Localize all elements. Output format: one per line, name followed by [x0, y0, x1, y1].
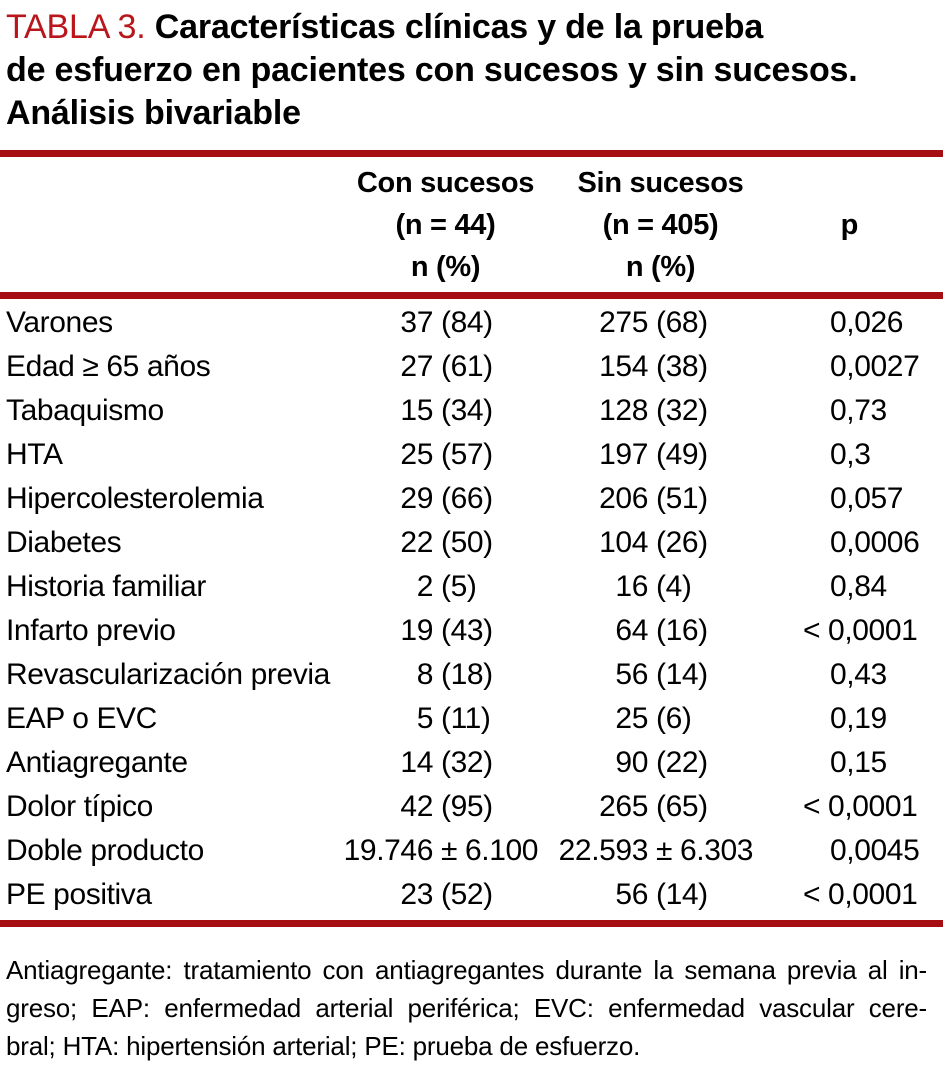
row-label: Varones — [6, 306, 113, 339]
row-label: Doble producto — [6, 834, 204, 867]
sin-sucesos-percent: (65) — [656, 790, 708, 823]
sin-sucesos-value — [553, 389, 768, 433]
p-value: < 0,0001 — [803, 790, 918, 823]
row-label: Revascularización previa — [6, 658, 330, 691]
table-row — [0, 785, 943, 829]
row-label: Diabetes — [6, 526, 122, 559]
con-sucesos-percent: (43) — [441, 614, 493, 647]
header-sin-line-1: Sin sucesos — [577, 167, 744, 199]
row-label: Edad ≥ 65 años — [6, 350, 211, 383]
table-row — [0, 609, 943, 653]
sin-sucesos-percent: (16) — [656, 614, 708, 647]
table-row — [0, 697, 943, 741]
p-value: 0,43 — [830, 658, 887, 691]
sin-sucesos-percent: ± 6.303 — [656, 834, 754, 867]
sin-sucesos-percent: (26) — [656, 526, 708, 559]
row-label: EAP o EVC — [6, 702, 157, 735]
con-sucesos-count: 37 — [400, 306, 433, 339]
sin-sucesos-count: 128 — [599, 394, 648, 427]
con-sucesos-value — [338, 565, 553, 609]
table-row — [0, 873, 943, 917]
sin-sucesos-percent: (51) — [656, 482, 708, 515]
con-sucesos-value — [338, 345, 553, 389]
con-sucesos-percent: (18) — [441, 658, 493, 691]
footnote-line-1: Antiagregante: tratamiento con antiagregantes durante la semana previa al in- — [6, 955, 927, 985]
sin-sucesos-value — [553, 785, 768, 829]
sin-sucesos-count: 56 — [615, 878, 648, 911]
header-sin-sucesos — [553, 162, 768, 288]
con-sucesos-count: 19.746 — [343, 834, 433, 867]
con-sucesos-value — [338, 389, 553, 433]
con-sucesos-percent: (84) — [441, 306, 493, 339]
con-sucesos-value — [338, 741, 553, 785]
table-row — [0, 433, 943, 477]
row-label: HTA — [6, 438, 63, 471]
p-value: 0,84 — [830, 570, 887, 603]
p-value: 0,0027 — [830, 350, 920, 383]
table-footnote — [0, 951, 943, 1065]
con-sucesos-percent: (11) — [441, 702, 491, 735]
p-value: 0,0006 — [830, 526, 920, 559]
sin-sucesos-value — [553, 433, 768, 477]
con-sucesos-value — [338, 829, 553, 873]
header-con-line-2: (n = 44) — [395, 209, 496, 241]
sin-sucesos-count: 90 — [615, 746, 648, 779]
con-sucesos-count: 23 — [400, 878, 433, 911]
table-body — [0, 299, 943, 920]
row-label: Tabaquismo — [6, 394, 164, 427]
con-sucesos-count: 8 — [416, 658, 433, 691]
table-row — [0, 829, 943, 873]
header-con-line-1: Con sucesos — [356, 167, 535, 199]
con-sucesos-count: 27 — [400, 350, 433, 383]
con-sucesos-percent: (95) — [441, 790, 493, 823]
p-value: 0,026 — [830, 306, 904, 339]
con-sucesos-percent: (5) — [441, 570, 477, 603]
row-label: Dolor típico — [6, 790, 153, 823]
sin-sucesos-count: 16 — [615, 570, 648, 603]
sin-sucesos-count: 22.593 — [558, 834, 648, 867]
sin-sucesos-count: 154 — [599, 350, 648, 383]
title-line-1: Características clínicas y de la prueba — [154, 8, 764, 46]
con-sucesos-value — [338, 477, 553, 521]
header-sin-line-2: (n = 405) — [602, 209, 719, 241]
sin-sucesos-value — [553, 829, 768, 873]
table-number-tag: TABLA 3. — [6, 8, 146, 46]
table-row — [0, 301, 943, 345]
sin-sucesos-value — [553, 697, 768, 741]
con-sucesos-count: 19 — [400, 614, 433, 647]
sin-sucesos-count: 275 — [599, 306, 648, 339]
header-con-sucesos — [338, 162, 553, 288]
top-rule — [0, 150, 943, 157]
sin-sucesos-value — [553, 741, 768, 785]
footnote-line-3: bral; HTA: hipertensión arterial; PE: prueba de esfuerzo. — [6, 1031, 641, 1061]
con-sucesos-percent: (57) — [441, 438, 493, 471]
con-sucesos-count: 2 — [416, 570, 433, 603]
con-sucesos-count: 15 — [400, 394, 433, 427]
sin-sucesos-percent: (49) — [656, 438, 708, 471]
con-sucesos-percent: ± 6.100 — [441, 834, 539, 867]
bottom-rule — [0, 920, 943, 927]
sin-sucesos-percent: (14) — [656, 658, 708, 691]
sin-sucesos-percent: (38) — [656, 350, 708, 383]
p-value: < 0,0001 — [803, 614, 918, 647]
table-header — [0, 157, 943, 292]
table-row — [0, 741, 943, 785]
sin-sucesos-count: 64 — [615, 614, 648, 647]
sin-sucesos-value — [553, 653, 768, 697]
p-value: 0,19 — [830, 702, 887, 735]
con-sucesos-count: 22 — [400, 526, 433, 559]
con-sucesos-value — [338, 609, 553, 653]
con-sucesos-value — [338, 697, 553, 741]
con-sucesos-value — [338, 521, 553, 565]
sin-sucesos-percent: (4) — [656, 570, 692, 603]
row-label: Hipercolesterolemia — [6, 482, 264, 515]
sin-sucesos-count: 265 — [599, 790, 648, 823]
con-sucesos-count: 25 — [400, 438, 433, 471]
p-value: 0,15 — [830, 746, 887, 779]
table-row — [0, 521, 943, 565]
sin-sucesos-value — [553, 609, 768, 653]
table-row — [0, 477, 943, 521]
con-sucesos-percent: (61) — [441, 350, 493, 383]
header-spacer — [0, 162, 338, 288]
table-row — [0, 389, 943, 433]
sin-sucesos-value — [553, 521, 768, 565]
sin-sucesos-count: 104 — [599, 526, 648, 559]
sin-sucesos-percent: (68) — [656, 306, 708, 339]
sin-sucesos-percent: (14) — [656, 878, 708, 911]
con-sucesos-count: 14 — [400, 746, 433, 779]
title-line-2: de esfuerzo en pacientes con sucesos y sin sucesos. — [6, 51, 858, 89]
con-sucesos-percent: (52) — [441, 878, 493, 911]
row-label: Antiagregante — [6, 746, 188, 779]
con-sucesos-percent: (34) — [441, 394, 493, 427]
sin-sucesos-value — [553, 301, 768, 345]
header-con-line-3: n (%) — [410, 251, 481, 283]
header-p: p — [840, 208, 859, 241]
sin-sucesos-count: 206 — [599, 482, 648, 515]
header-sin-line-3: n (%) — [625, 251, 696, 283]
p-value: < 0,0001 — [803, 878, 918, 911]
sin-sucesos-percent: (22) — [656, 746, 708, 779]
sin-sucesos-value — [553, 345, 768, 389]
con-sucesos-value — [338, 301, 553, 345]
sin-sucesos-count: 197 — [599, 438, 648, 471]
con-sucesos-value — [338, 785, 553, 829]
sin-sucesos-percent: (32) — [656, 394, 708, 427]
con-sucesos-percent: (66) — [441, 482, 493, 515]
table-row — [0, 345, 943, 389]
sin-sucesos-count: 56 — [615, 658, 648, 691]
row-label: Infarto previo — [6, 614, 176, 647]
p-value: 0,0045 — [830, 834, 920, 867]
con-sucesos-value — [338, 653, 553, 697]
con-sucesos-value — [338, 873, 553, 917]
sin-sucesos-count: 25 — [615, 702, 648, 735]
sin-sucesos-value — [553, 477, 768, 521]
table-row — [0, 565, 943, 609]
p-value: 0,057 — [830, 482, 904, 515]
sin-sucesos-value — [553, 565, 768, 609]
title-line-3: Análisis bivariable — [6, 94, 301, 132]
row-label: PE positiva — [6, 878, 152, 911]
con-sucesos-count: 42 — [400, 790, 433, 823]
con-sucesos-count: 29 — [400, 482, 433, 515]
footnote-line-2: greso; EAP: enfermedad arterial periférica; EVC: enfermedad vascular cere- — [6, 993, 927, 1023]
con-sucesos-count: 5 — [416, 702, 433, 735]
header-rule — [0, 292, 943, 299]
row-label: Historia familiar — [6, 570, 206, 603]
con-sucesos-value — [338, 433, 553, 477]
table-row — [0, 653, 943, 697]
p-value: 0,73 — [830, 394, 887, 427]
table-title — [0, 0, 943, 135]
sin-sucesos-percent: (6) — [656, 702, 692, 735]
sin-sucesos-value — [553, 873, 768, 917]
con-sucesos-percent: (32) — [441, 746, 493, 779]
p-value: 0,3 — [830, 438, 871, 471]
con-sucesos-percent: (50) — [441, 526, 493, 559]
